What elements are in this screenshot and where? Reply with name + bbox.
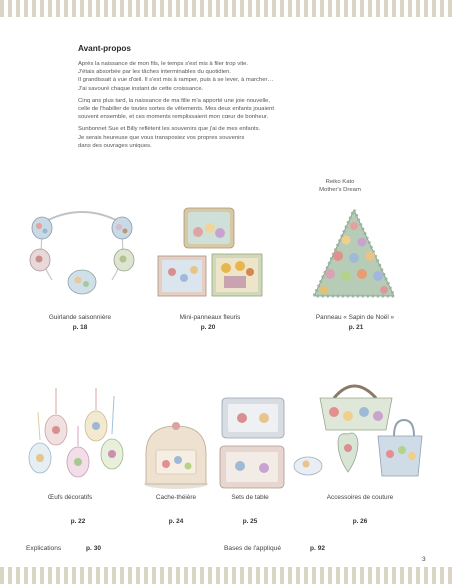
top-stripe-border <box>0 0 452 17</box>
foreword-line: Je serais heureuse que vous transposiez vos propres souvenirs <box>78 134 245 141</box>
product-caption-placemats: Sets de table <box>231 494 269 501</box>
product-page-tea-cosy[interactable]: p. 24 <box>168 518 184 525</box>
product-caption-tea-cosy: Cache-théière <box>155 494 197 501</box>
product-page-mini-flower-panels[interactable]: p. 20 <box>200 324 216 331</box>
product-caption-decorative-eggs: Œufs décoratifs <box>47 494 93 501</box>
tea-cosy-photo <box>142 420 210 490</box>
foreword-line: celle de l'habiller de toutes sortes de vêtements. Mes deux enfants jouaient <box>78 106 274 113</box>
foreword-line: Après la naissance de mon fils, le temps s'est mis à filer trop vite. <box>78 61 249 67</box>
product-page-decorative-eggs[interactable]: p. 22 <box>70 518 86 525</box>
product-caption-seasonal-garland: Guirlande saisonnière <box>48 314 112 321</box>
placemats-photo <box>218 396 286 490</box>
foreword-title: Avant-propos <box>78 44 131 53</box>
decorative-eggs-photo <box>22 386 130 486</box>
product-page-placemats[interactable]: p. 25 <box>242 518 258 525</box>
foreword-line: dans des ouvrages uniques. <box>78 142 152 149</box>
mini-flower-panels-photo <box>154 206 266 298</box>
product-caption-christmas-tree-panel: Panneau « Sapin de Noël » <box>315 314 395 321</box>
foreword-paragraph-1 <box>78 60 408 93</box>
explanations-page[interactable]: p. 30 <box>86 545 102 552</box>
seasonal-garland-photo <box>26 206 138 298</box>
bottom-stripe-border <box>0 567 452 584</box>
page-number: 3 <box>422 556 426 563</box>
foreword-paragraph-2 <box>78 97 408 122</box>
product-page-seasonal-garland[interactable]: p. 18 <box>72 324 88 331</box>
signature <box>300 178 380 195</box>
foreword-block <box>78 44 408 154</box>
applique-basics-page[interactable]: p. 92 <box>310 545 326 552</box>
product-page-christmas-tree-panel[interactable]: p. 21 <box>348 324 364 331</box>
signature-brand: Mother's Dream <box>319 187 361 194</box>
signature-author: Reiko Kato <box>325 179 355 185</box>
foreword-paragraph-3 <box>78 125 408 150</box>
product-caption-sewing-accessories: Accessoires de couture <box>326 494 394 501</box>
applique-basics-label: Bases de l'appliqué <box>224 545 281 552</box>
foreword-line: Il grandissait à vue d'œil. Il s'est mis à ramper, puis à se lever, à marcher… <box>78 77 274 84</box>
sewing-accessories-photo <box>290 376 426 486</box>
foreword-line: Sunbonnet Sue et Billy reflètent les souvenirs que j'ai de mes enfants. <box>78 126 261 133</box>
product-page-sewing-accessories[interactable]: p. 26 <box>352 518 368 525</box>
foreword-line: souvent ensemble, et ces moments remplissaient mon cœur de bonheur. <box>78 114 269 121</box>
foreword-line: Cinq ans plus tard, la naissance de ma fille m'a apporté une joie nouvelle, <box>78 97 271 104</box>
product-caption-mini-flower-panels: Mini-panneaux fleuris <box>179 314 241 321</box>
christmas-tree-panel-photo <box>308 206 400 302</box>
explanations-label: Explications <box>26 545 62 552</box>
foreword-line: J'ai savouré chaque instant de cette croissance. <box>78 85 204 92</box>
foreword-line: J'étais absorbée par les tâches interminables du quotidien. <box>78 69 232 76</box>
